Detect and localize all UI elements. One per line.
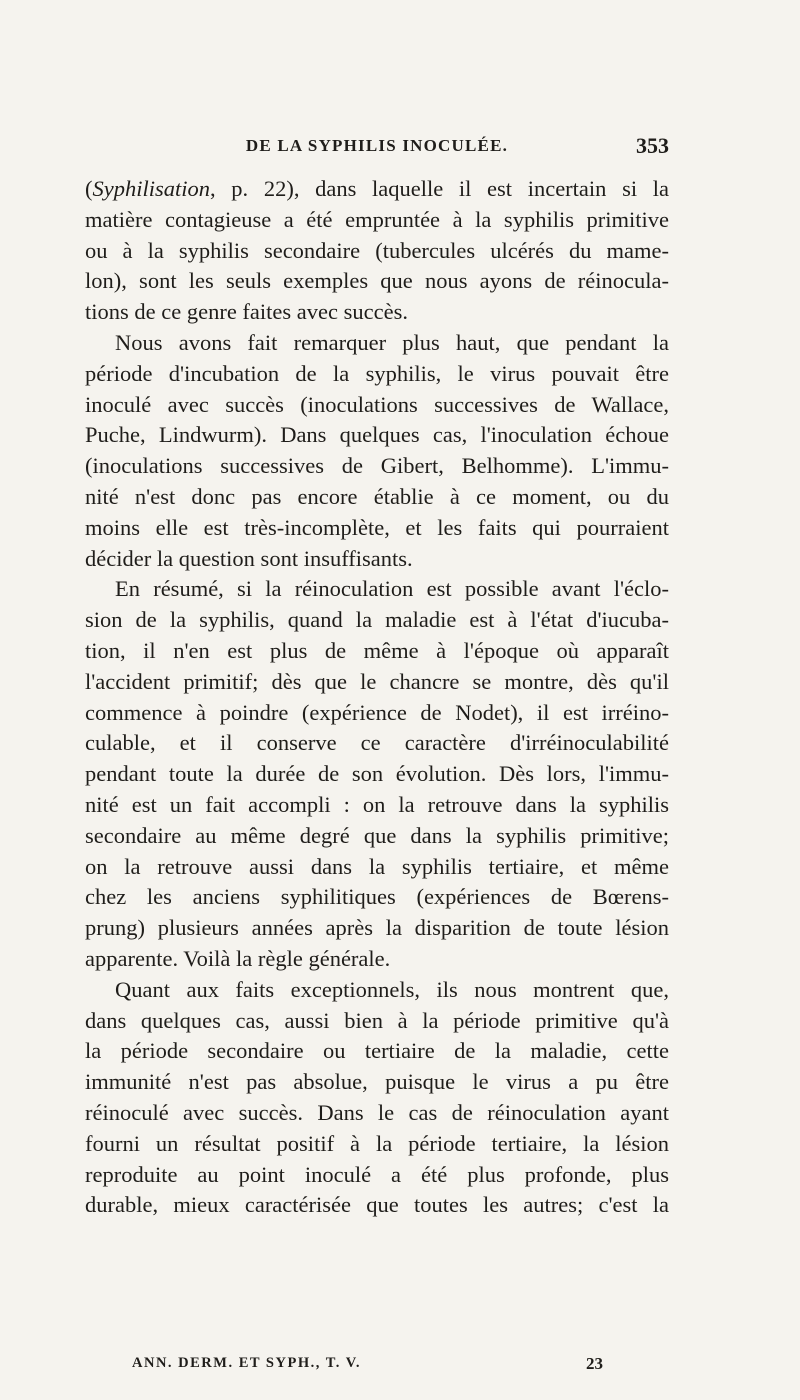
- body-text: [85, 174, 669, 1221]
- text-line: pendant toute la durée de son évolution. Dès lors, l'immu-: [85, 761, 669, 787]
- text-line: En résumé, si la réinoculation est possible avant l'éclo-: [115, 576, 669, 602]
- text-line: on la retrouve aussi dans la syphilis tertiaire, et même: [85, 853, 669, 879]
- text-line: chez les anciens syphilitiques (expériences de Bœrens-: [85, 884, 669, 910]
- text-line: culable, et il conserve ce caractère d'irréinoculabilité: [85, 730, 669, 756]
- text-line: durable, mieux caractérisée que toutes les autres; c'est la: [85, 1192, 669, 1218]
- text-line: nité est un fait accompli : on la retrouve dans la syphilis: [85, 791, 669, 817]
- text-line: Puche, Lindwurm). Dans quelques cas, l'inoculation échoue: [85, 422, 669, 448]
- text-line: nité n'est donc pas encore établie à ce moment, ou du: [85, 483, 669, 509]
- text-line: réinoculé avec succès. Dans le cas de réinoculation ayant: [85, 1099, 669, 1125]
- page-footer: [132, 1354, 652, 1400]
- sheet-number: 23: [586, 1354, 603, 1373]
- text-line: immunité n'est pas absolue, puisque le virus a pu être: [85, 1069, 669, 1095]
- text-line: sion de la syphilis, quand la maladie est à l'état d'iucuba-: [85, 607, 669, 633]
- text-line: moins elle est très-incomplète, et les faits qui pourraient: [85, 514, 669, 540]
- text-line: prung) plusieurs années après la disparition de toute lésion: [85, 915, 669, 941]
- page-number: 353: [636, 133, 669, 158]
- text-line: fourni un résultat positif à la période tertiaire, la lésion: [85, 1130, 669, 1156]
- text-line: Nous avons fait remarquer plus haut, que pendant la: [115, 329, 669, 355]
- text-line: tion, il n'en est plus de même à l'époque où apparaît: [85, 637, 669, 663]
- text-line: tions de ce genre faites avec succès.: [85, 299, 408, 325]
- text-line: reproduite au point inoculé a été plus profonde, plus: [85, 1161, 669, 1187]
- text-line: (Syphilisation, p. 22), dans laquelle il est incertain si la: [85, 176, 669, 201]
- running-head: DE LA SYPHILIS INOCULÉE.: [245, 136, 509, 155]
- text-line: (inoculations successives de Gibert, Belhomme). L'immu-: [85, 453, 669, 479]
- text-line: matière contagieuse a été empruntée à la syphilis primitive: [85, 206, 669, 232]
- signature-mark: ANN. DERM. ET SYPH., T. V.: [132, 1355, 362, 1371]
- text-line: décider la question sont insuffisants.: [85, 545, 413, 571]
- text-line: commence à poindre (expérience de Nodet), il est irréino-: [85, 699, 669, 725]
- text-line: l'accident primitif; dès que le chancre se montre, dès qu'il: [85, 668, 669, 694]
- text-line: la période secondaire ou tertiaire de la maladie, cette: [85, 1038, 669, 1064]
- text-line: période d'incubation de la syphilis, le virus pouvait être: [85, 360, 669, 386]
- text-line: inoculé avec succès (inoculations successives de Wallace,: [85, 391, 669, 417]
- text-line: apparente. Voilà la règle générale.: [85, 945, 391, 971]
- text-line: secondaire au même degré que dans la syphilis primitive;: [85, 822, 669, 848]
- text-line: Quant aux faits exceptionnels, ils nous montrent que,: [115, 976, 669, 1002]
- page-header: [85, 133, 669, 162]
- text-line: lon), sont les seuls exemples que nous ayons de réinocula-: [85, 268, 669, 294]
- text-line: dans quelques cas, aussi bien à la période primitive qu'à: [85, 1007, 669, 1033]
- text-line: ou à la syphilis secondaire (tubercules ulcérés du mame-: [85, 237, 669, 263]
